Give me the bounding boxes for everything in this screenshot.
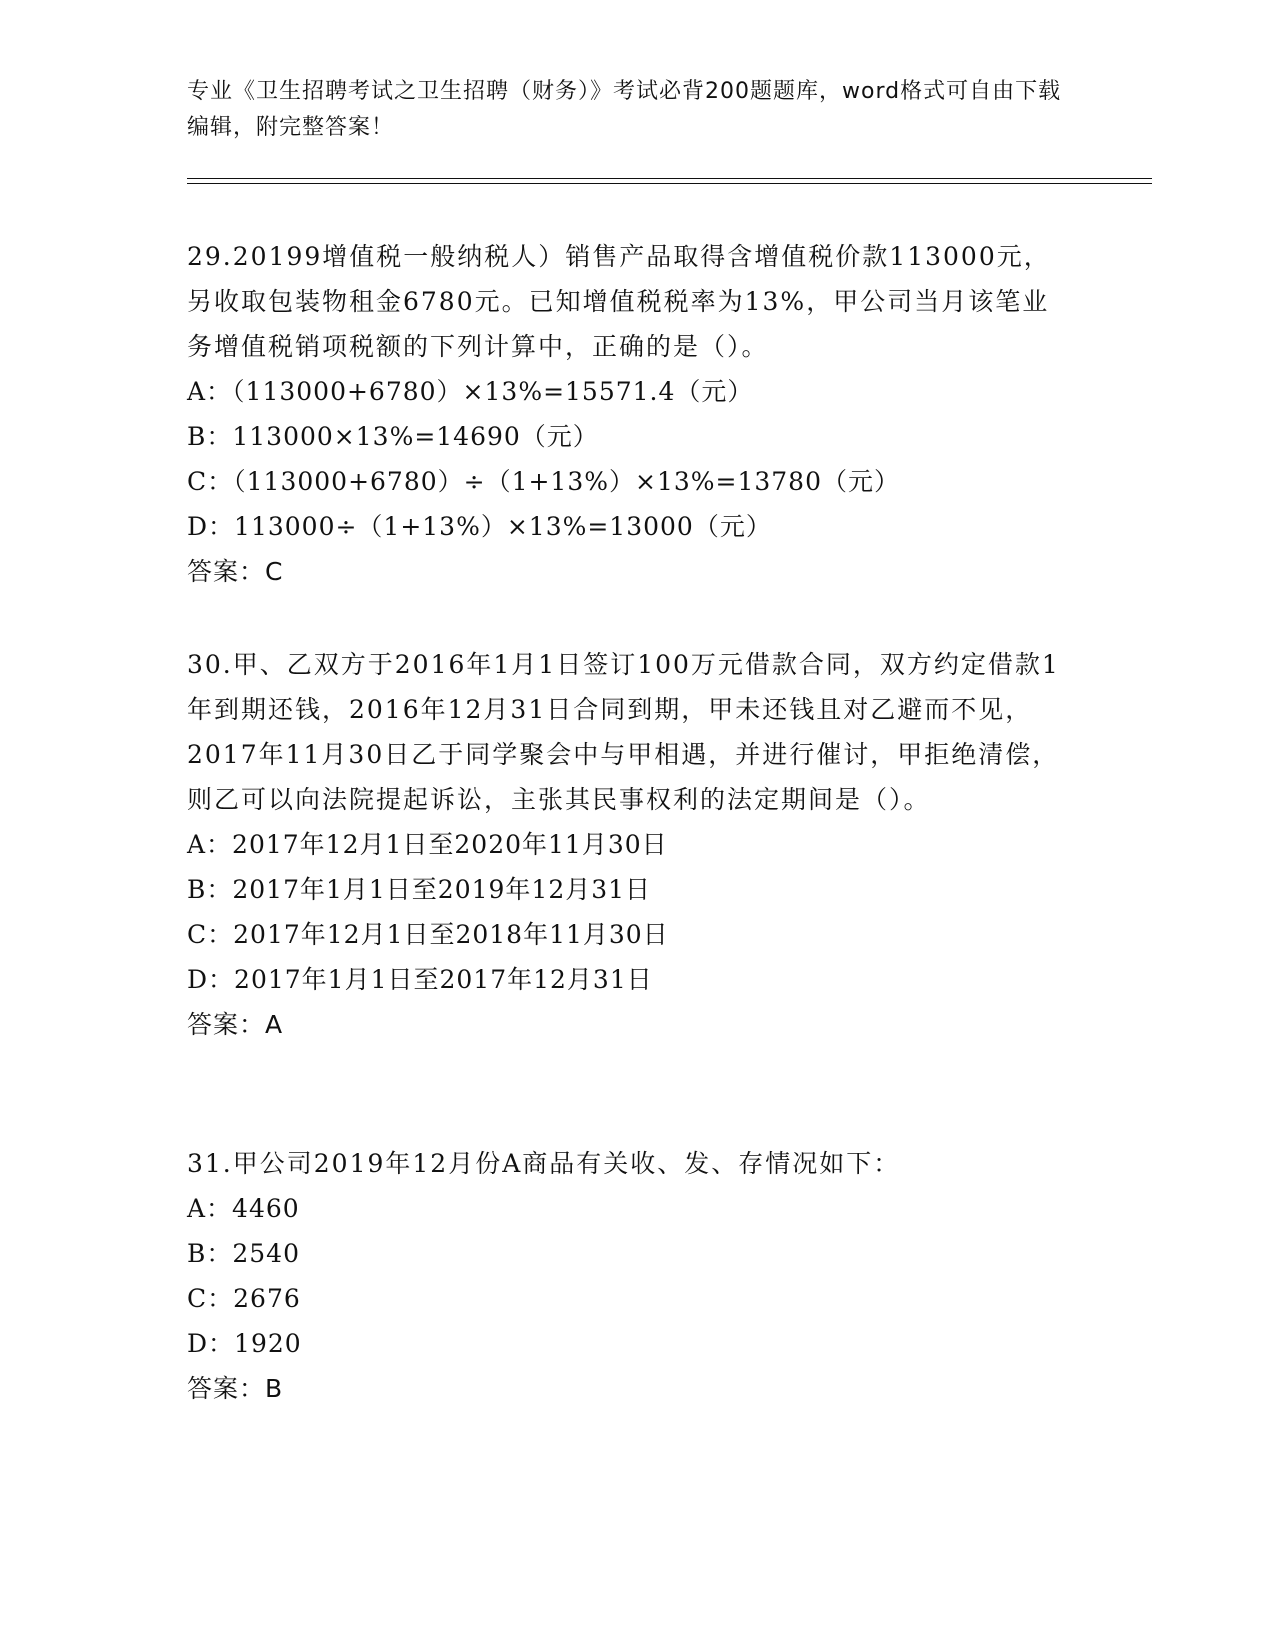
option-list: [187, 822, 1067, 1002]
answer-line: 答案：C: [187, 557, 284, 586]
question-29: [187, 234, 1067, 594]
option-c: C：2017年12月1日至2018年11月30日: [187, 920, 669, 949]
answer-line: 答案：A: [187, 1010, 284, 1039]
option-b: B：2017年1月1日至2019年12月31日: [187, 875, 652, 904]
question-stem: 30.甲、乙双方于2016年1月1日签订100万元借款合同，双方约定借款1年到期还钱，2016年12月31日合同到期，甲未还钱且对乙避而不见，2017年11月30日乙于同学聚会中与甲相遇，并进行催讨，甲拒绝清偿，则乙可以向法院提起诉讼，主张其民事权利的法定期间是（）。: [187, 650, 1060, 814]
option-d: D：113000÷（1+13%）×13%=13000（元）: [187, 512, 772, 541]
header-divider-top: [187, 178, 1152, 179]
option-d: D：1920: [187, 1329, 302, 1358]
answer-line: 答案：B: [187, 1374, 284, 1403]
question-stem: 31.甲公司2019年12月份A商品有关收、发、存情况如下：: [187, 1149, 901, 1178]
option-a: A：2017年12月1日至2020年11月30日: [187, 830, 668, 859]
option-c: C：2676: [187, 1284, 301, 1313]
question-30: [187, 642, 1067, 1047]
option-a: A：4460: [187, 1194, 300, 1223]
header-divider-bottom: [187, 183, 1152, 184]
document-header: 专业《卫生招聘考试之卫生招聘（财务）》考试必背200题题库，word格式可自由下载编辑，附完整答案！: [187, 79, 1062, 140]
option-b: B：113000×13%=14690（元）: [187, 422, 599, 451]
option-b: B：2540: [187, 1239, 300, 1268]
option-list: [187, 1186, 1067, 1366]
question-stem: 29.20199增值税一般纳税人）销售产品取得含增值税价款113000元，另收取包装物租金6780元。已知增值税税率为13%，甲公司当月该笔业务增值税销项税额的下列计算中，正确的是（）。: [187, 242, 1051, 361]
option-a: A：（113000+6780）×13%=15571.4（元）: [187, 377, 754, 406]
question-31: [187, 1141, 1067, 1411]
option-d: D：2017年1月1日至2017年12月31日: [187, 965, 653, 994]
option-list: [187, 369, 1067, 549]
option-c: C：（113000+6780）÷（1+13%）×13%=13780（元）: [187, 467, 900, 496]
